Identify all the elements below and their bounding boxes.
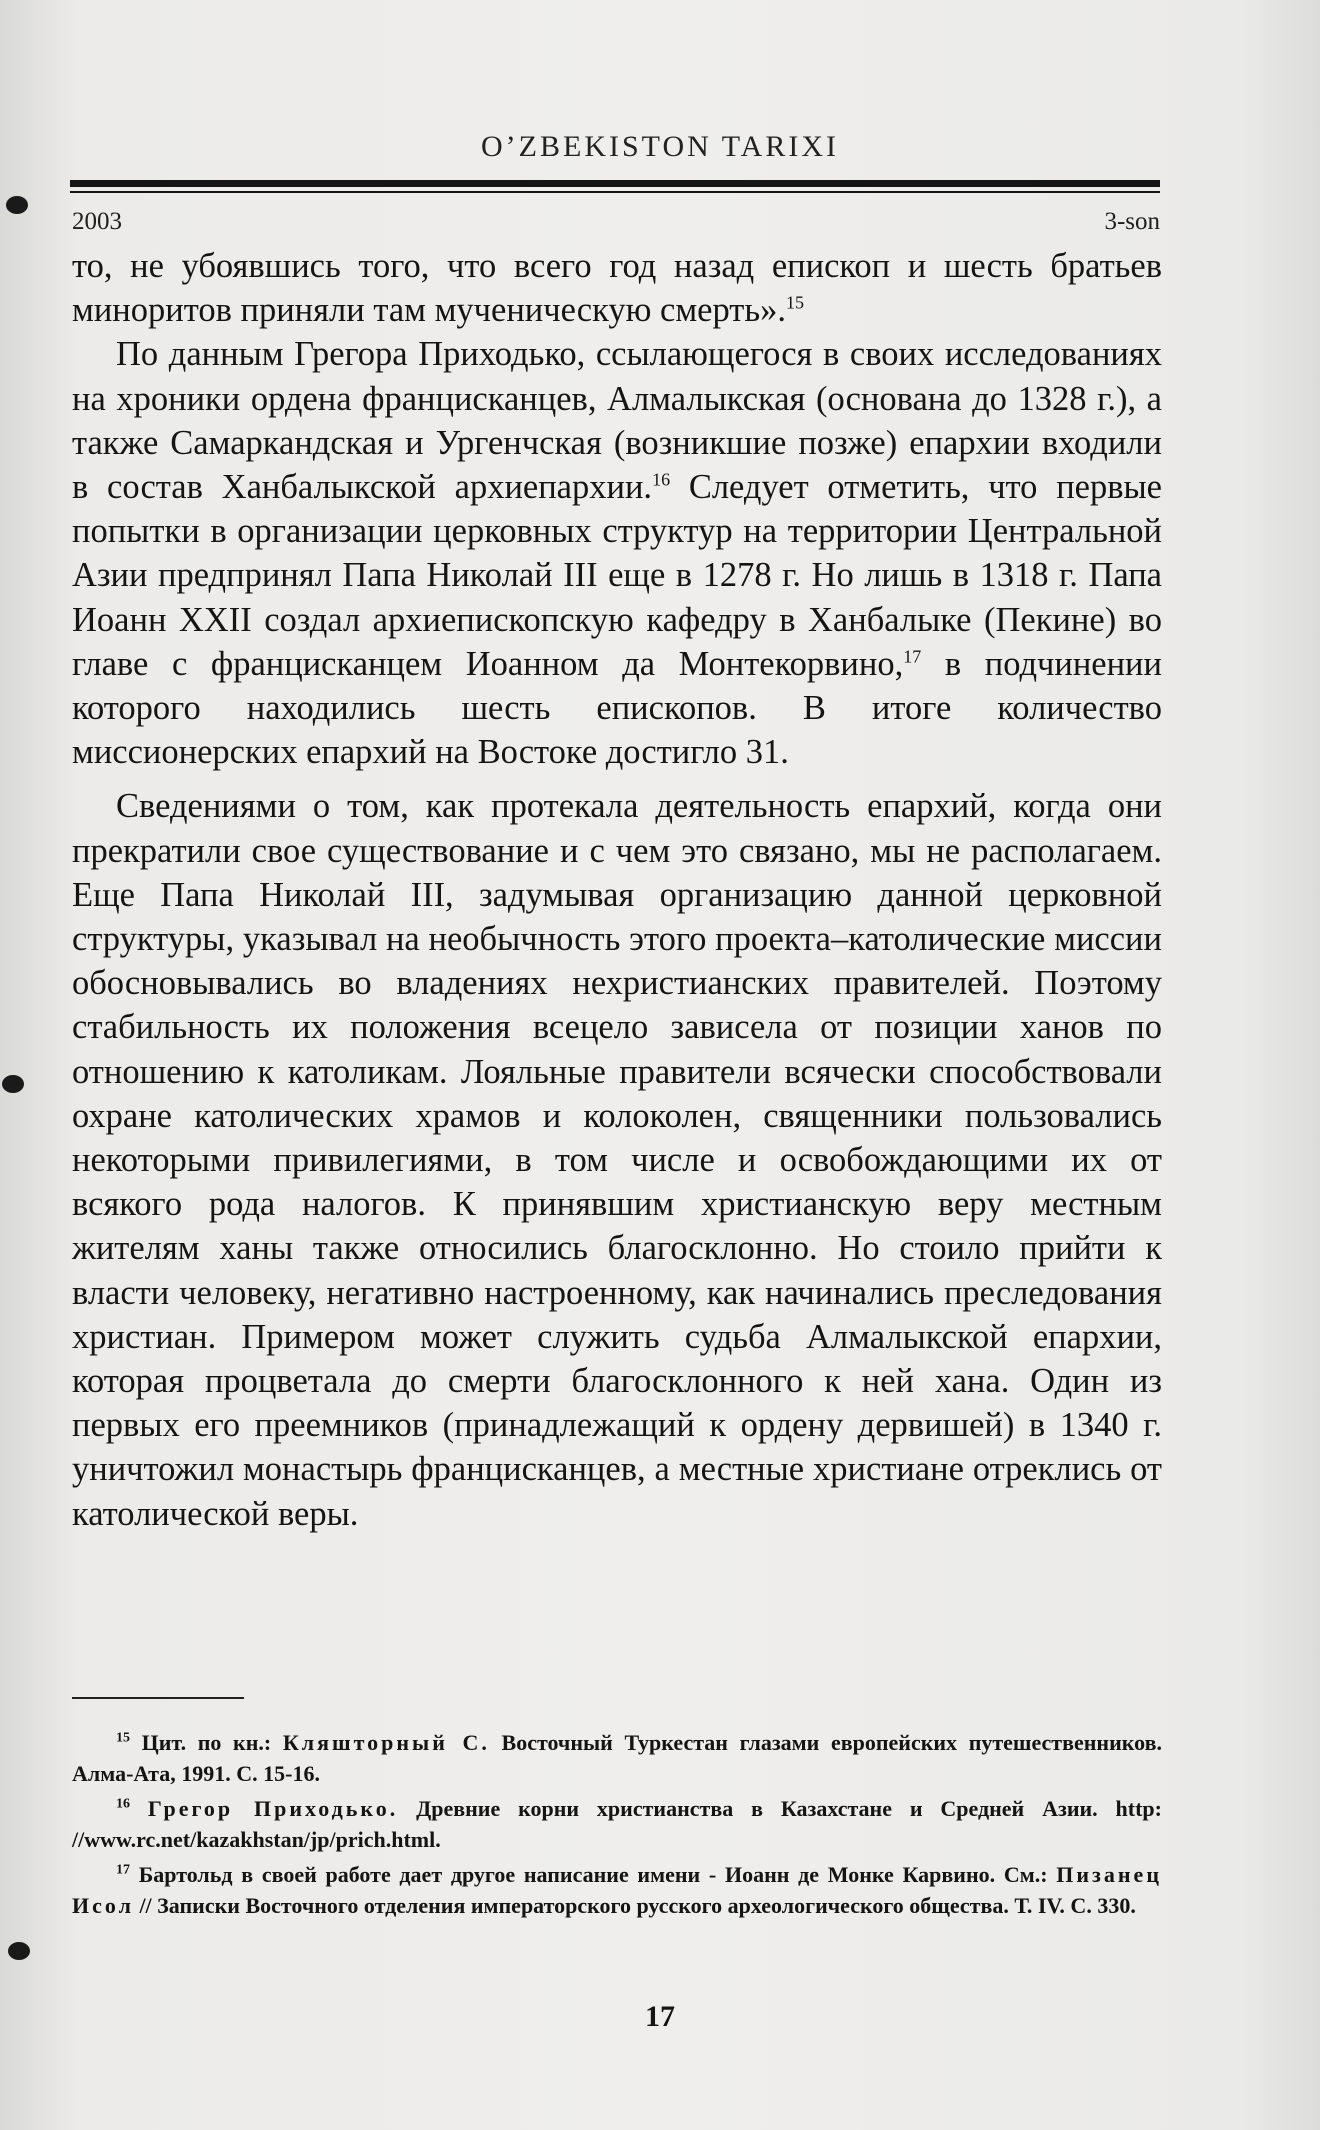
paragraph-1 — [72, 244, 1162, 332]
paragraph-1-text: то, не убоявшись того, что всего год назад епископ и шесть братьев миноритов приняли там мученическую смерть». — [72, 247, 1162, 330]
footnote-number: 15 — [116, 1730, 130, 1746]
footnote-text: Восточный Туркестан глазами европейских путешественников. Алма-Ата, 1991. С. 15-16. — [72, 1730, 1163, 1786]
article-body — [72, 244, 1162, 1536]
footnote-author: Грегор Приходько. — [147, 1796, 399, 1821]
header-rule-thick — [70, 180, 1160, 187]
footnote-text: // Записки Восточного отделения императорского русского археологического общества. Т. IV. С. 330. — [133, 1893, 1136, 1918]
header-rule-thin — [70, 191, 1160, 193]
footnote-17 — [72, 1859, 1162, 1921]
footnote-author: Пизанец Исол — [72, 1862, 1162, 1918]
punch-hole — [8, 1942, 30, 1960]
footnote-separator — [72, 1697, 244, 1699]
paragraph-2-text-c: в подчинении которого находились шесть епископов. В итоге количество миссионерских епархий на Востоке достигло 31. — [72, 644, 1162, 772]
footnote-ref-16[interactable]: 16 — [652, 469, 671, 490]
page-number: 17 — [645, 2000, 675, 2033]
paragraph-2 — [72, 332, 1162, 774]
footnote-author: Кляшторный С. — [282, 1730, 490, 1755]
footnote-number: 16 — [116, 1796, 130, 1812]
footnotes — [72, 1727, 1162, 1925]
footnote-prefix: Бартольд в своей работе дает другое написание имени - Иоанн де Монке Карвино. См.: — [138, 1862, 1057, 1887]
punch-hole — [6, 196, 28, 214]
footnote-ref-17[interactable]: 17 — [903, 646, 922, 667]
paragraph-2-text-b: Следует отметить, что первые попытки в организации церковных структур на территории Центральной Азии предпринял Папа Николай III еще в 1278 г. Но лишь в 1318 г. Папа Иоанн XXII создал архиепископскую кафедру в Ханбалыке (Пекине) во главе с францисканцем Иоанном да Монтекорвино, — [72, 468, 1162, 683]
footnote-16 — [72, 1793, 1162, 1855]
paragraph-2-text-a: По данным Грегора Приходько, ссылающегося в своих исследованиях на хроники ордена францисканцев, Алмалыкская (основана до 1328 г.), а также Самаркандская и Ургенчская (возникшие позже) епархии входили в состав Ханбалыкской архиепархии. — [72, 335, 1162, 507]
header-year: 2003 — [72, 208, 122, 235]
punch-hole — [2, 1075, 24, 1093]
footnote-text: Древние корни христианства в Казахстане и Средней Азии. http: //www.rc.net/kazakhstan/jp/prich.html. — [72, 1796, 1162, 1852]
header-issue: 3-son — [1104, 208, 1160, 235]
paragraph-3: Сведениями о том, как протекала деятельность епархий, когда они прекратили свое существование и с чем это связано, мы не располагаем. Еще Папа Николай III, задумывая организацию данной церковной структуры, указывал на необычность этого проекта–католические миссии обосновывались во владениях нехристианских правителей. Поэтому стабильность их положения всецело зависела от позиции ханов по отношению к католикам. Лояльные правители всячески способствовали охране католических храмов и колоколен, священники пользовались некоторыми привилегиями, в том числе и освобождающими их от всякого рода налогов. К принявшим христианскую веру местным жителям ханы также относились благосклонно. Но стоило прийти к власти человеку, негативно настроенному, как начинались преследования христиан. Примером может служить судьба Алмалыкской епархии, которая процветала до смерти благосклонного к ней хана. Один из первых его преемников (принадлежащий к ордену дервишей) в 1340 г. уничтожил монастырь францисканцев, а местные христиане отреклись от католической веры. — [72, 787, 1162, 1533]
footnote-number: 17 — [116, 1862, 130, 1878]
footnote-15 — [72, 1727, 1162, 1789]
footnote-prefix: Цит. по кн.: — [141, 1730, 283, 1755]
journal-title: O’ZBEKISTON TARIXI — [481, 130, 839, 163]
footnote-ref-15[interactable]: 15 — [785, 292, 804, 313]
